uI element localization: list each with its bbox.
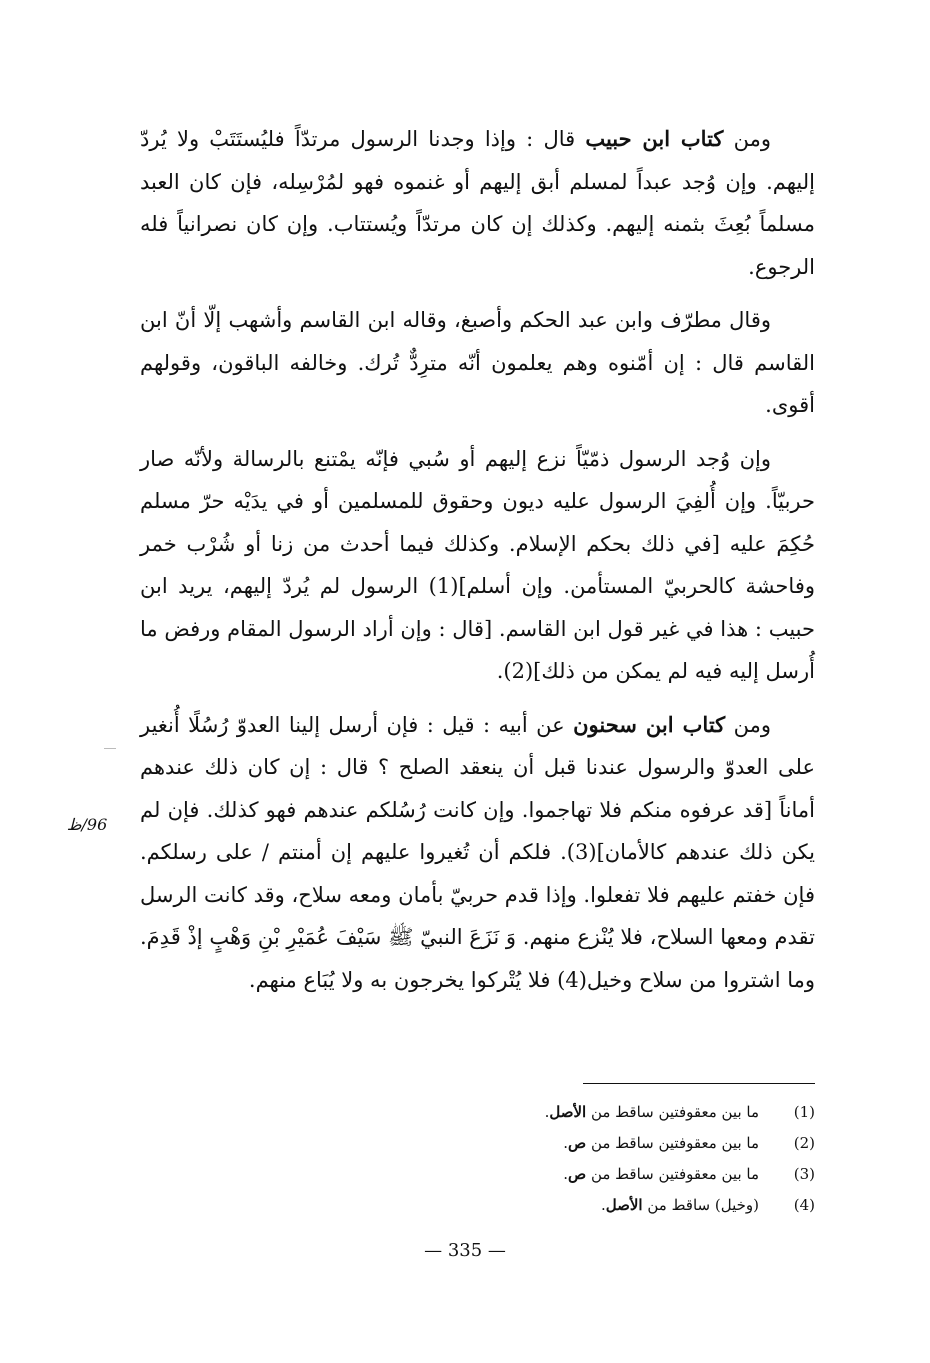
footnote-end: . — [563, 1134, 569, 1152]
paragraph-3-text: وإن وُجد الرسول ذمّيّاً نزع إليهم أو سُبي فإنّه يمْتنع بالرسالة ولأنّه صار حربيّاً. وإن أُلفِيَ الرسول عليه ديون وحقوق للمسلمين أو في يدَيْه حرّ مسلم حُكِمَ عليه [في ذلك بحكم الإسلام. وكذلك فيما أحدث من زنا أو شُرْب خمر وفاحشة كالحربيّ المستأمن. وإن أسلم](1) الرسول لم يُردّ إليهم، يريد ابن حبيب : هذا في غير قول ابن القاسم. [قال : وإن أراد الرسول المقام ورفض ما أُرسل إليه فيه لم يمكن من ذلك](2). — [140, 446, 815, 683]
footnote-body: ما بين معقوفتين ساقط من — [586, 1165, 759, 1183]
footnote-body: ما بين معقوفتين ساقط من — [586, 1134, 759, 1152]
footnote-body: ما بين معقوفتين ساقط من — [586, 1103, 759, 1121]
footnote-number: (2) — [793, 1134, 815, 1152]
footnote-text — [300, 1159, 759, 1190]
footnote-text — [300, 1190, 759, 1221]
margin-folio-note: 96/ظ — [66, 815, 108, 834]
footnote-text — [300, 1097, 759, 1128]
paragraph-2 — [140, 299, 815, 427]
footnote-body: (وخيل) ساقط من — [642, 1196, 759, 1214]
footnote-source: ص — [568, 1165, 587, 1183]
footnote-end: . — [563, 1165, 569, 1183]
footnote-source: ص — [568, 1134, 587, 1152]
margin-tick-mark — [104, 748, 116, 749]
footnote-text — [300, 1128, 759, 1159]
paragraph-1-lead: ومن — [723, 127, 771, 151]
paragraph-4 — [140, 704, 815, 1002]
footnote-number: (1) — [793, 1103, 815, 1121]
footnote-source: الأصل — [549, 1103, 587, 1121]
footnote-1 — [300, 1097, 815, 1128]
footnote-2 — [300, 1128, 815, 1159]
paragraph-4-lead: ومن — [725, 712, 771, 737]
paragraph-4-text: عن أبيه : قيل : فإن أرسل إلينا العدوّ رُسُلًا أُنغير على العدوّ والرسول عندنا قبل أن ينعقد الصلح ؟ قال : إن كان ذلك عندهم أماناً [قد عرفوه منكم فلا تهاجموا. وإن كانت رُسُلكم عندهم فهو كذلك. فإن لم يكن ذلك عندهم كالأمان](3). فلكم أن تُغيروا عليهم إن أمنتم / على رسلكم. فإن خفتم عليهم فلا تفعلوا. وإذا قدم حربيّ بأمان ومعه سلاح، وقد كانت الرسل تقدم ومعها السلاح، فلا يُنْزع منهم. وَ نَزَعَ النبيّ ﷺ سَيْفَ عُمَيْرِ بْنِ وَهْبٍ إذْ قَدِمَ. وما اشتروا من سلاح وخيل(4) فلا يُتْركوا يخرجون به ولا يُبَاع منهم. — [140, 712, 816, 992]
paragraph-1-text: قال : وإذا وجدنا الرسول مرتدّاً فليُستَتَبْ ولا يُردّ إليهم. وإن وُجد عبداً لمسلم أبق إليهم أو غنموه فهو لمُرْسِله، فإن كان العبد مسلماً بُعِثَ بثمنه إليهم. وكذلك إن كان مرتدّاً ويُستتاب. وإن كان نصرانياً فله الرجوع. — [140, 127, 815, 279]
footnote-separator — [583, 1083, 815, 1084]
footnote-end: . — [544, 1103, 550, 1121]
footnotes — [300, 1097, 815, 1221]
footnote-number: (3) — [793, 1165, 815, 1183]
paragraph-3 — [140, 438, 815, 693]
paragraph-2-text: وقال مطرّف وابن عبد الحكم وأصبغ، وقاله ابن القاسم وأشهب إلّا أنّ ابن القاسم قال : إن أمّنوه وهم يعلمون أنّه مترِدٌّ تُرك. وخالفه الباقون، وقولهم أقوى. — [140, 308, 815, 417]
footnote-4 — [300, 1190, 815, 1221]
page-number: — 335 — — [424, 1240, 506, 1261]
footnote-number: (4) — [793, 1196, 815, 1214]
source-title-ibn-sahnun: كتاب ابن سحنون — [573, 711, 726, 737]
footnote-end: . — [600, 1196, 606, 1214]
source-title-ibn-habib: كتاب ابن حبيب — [585, 126, 724, 151]
main-text — [140, 118, 815, 1012]
footnote-3 — [300, 1159, 815, 1190]
paragraph-1 — [140, 118, 815, 288]
footnote-source: الأصل — [605, 1196, 643, 1214]
